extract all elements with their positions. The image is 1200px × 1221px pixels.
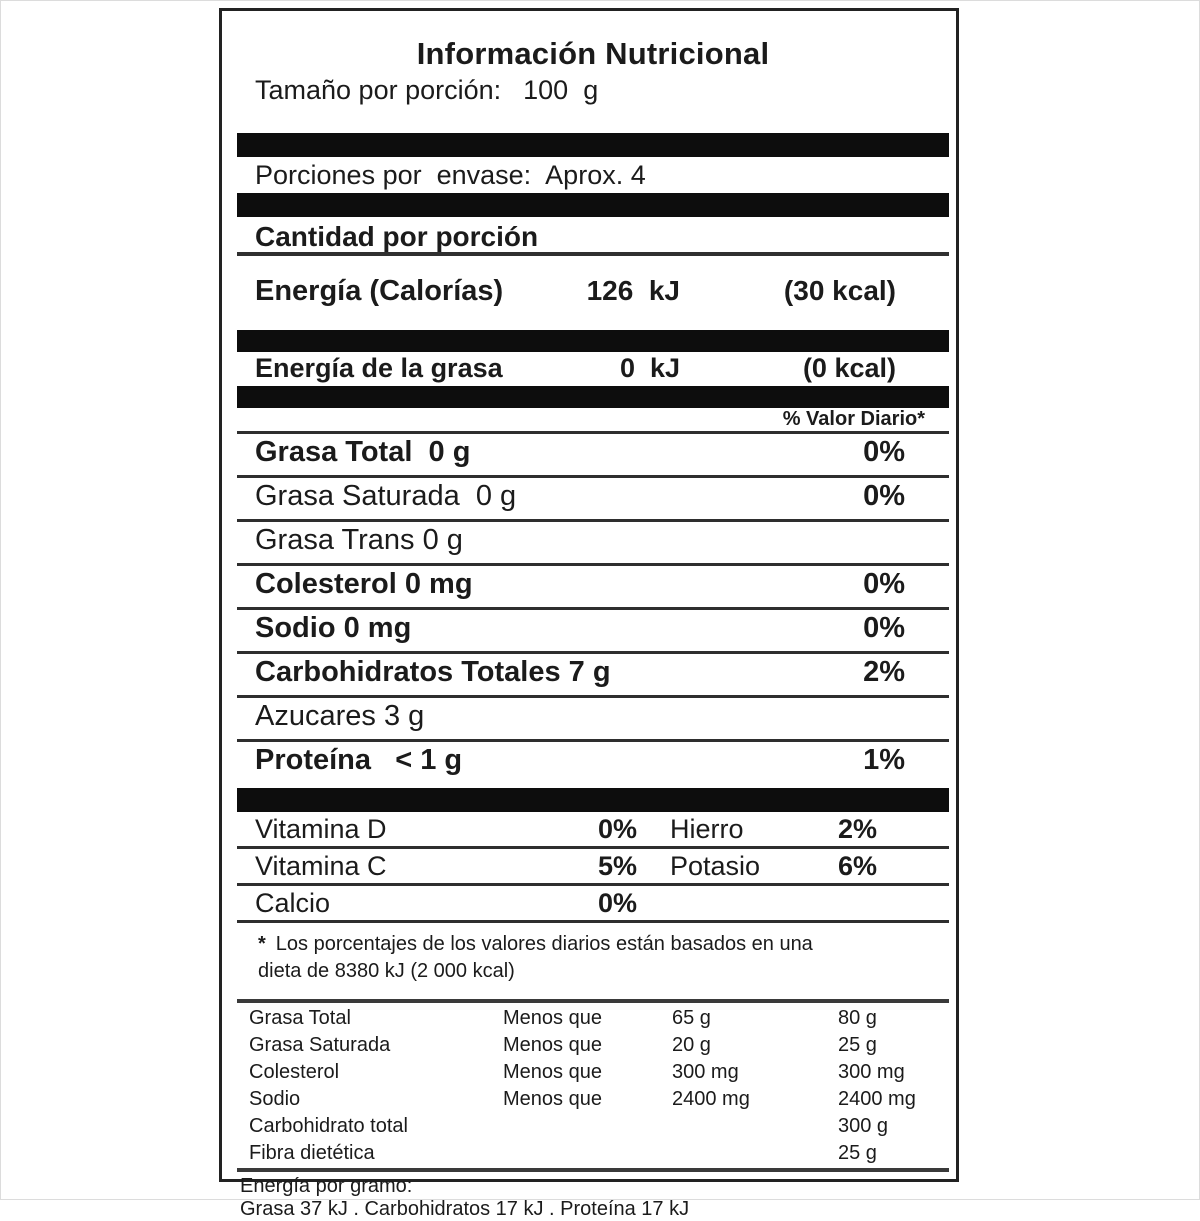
divider-rule (237, 999, 949, 1003)
reference-qualifier: Menos que (503, 1061, 602, 1083)
energy-kcal-value: (0 kcal) (802, 353, 896, 383)
energy-per-gram-detail: Grasa 37 kJ . Carbohidratos 17 kJ . Proteína 17 kJ (240, 1198, 690, 1220)
footnote-line2: dieta de 8380 kJ (2 000 kcal) (258, 960, 515, 982)
nutrient-row-proteina (237, 742, 949, 783)
nutrient-row-colesterol (237, 566, 949, 610)
vitamin-value: 5% (597, 851, 637, 881)
energy-kcal-value: (30 kcal) (783, 275, 896, 306)
vitamin-value: 6% (837, 851, 877, 881)
nutrient-name: Sodio 0 mg (255, 612, 412, 644)
reference-value-1: 300 mg (672, 1061, 739, 1083)
nutrient-daily-value: 0% (863, 612, 905, 644)
reference-row-carbohidrato (237, 1113, 949, 1140)
nutrient-row-azucares (237, 698, 949, 742)
reference-value-1: 2400 mg (672, 1088, 750, 1110)
footnote-asterisk: * (258, 933, 266, 955)
nutrient-daily-value: 2% (863, 656, 905, 688)
reference-qualifier: Menos que (503, 1034, 602, 1056)
serving-size-label: Tamaño por porción: (255, 75, 502, 105)
vitamin-row-calcio (237, 886, 949, 923)
reference-value-2: 25 g (838, 1034, 877, 1056)
daily-value-footnote (237, 923, 949, 985)
reference-value-2: 80 g (838, 1007, 877, 1029)
vitamin-row-d-hierro (237, 812, 949, 849)
nutrient-name: Grasa Saturada 0 g (255, 480, 517, 512)
energy-kj-value: 126 kJ (586, 275, 680, 306)
reference-value-2: 2400 mg (838, 1088, 916, 1110)
reference-value-2: 25 g (838, 1142, 877, 1164)
nutrient-row-grasa-total (237, 434, 949, 478)
reference-value-1: 65 g (672, 1007, 711, 1029)
nutrient-row-sodio (237, 610, 949, 654)
divider-bar (237, 788, 949, 812)
serving-size-row (237, 73, 949, 107)
footnote-line1: Los porcentajes de los valores diarios están basados en una (275, 933, 813, 955)
servings-per-container-label: Porciones por envase: (255, 160, 532, 190)
reference-qualifier: Menos que (503, 1007, 602, 1029)
reference-qualifier: Menos que (503, 1088, 602, 1110)
label-content (237, 35, 949, 1221)
reference-name: Colesterol (249, 1061, 340, 1083)
reference-value-1: 20 g (672, 1034, 711, 1056)
serving-size-value: 100 g (523, 75, 599, 105)
reference-row-sodio (237, 1086, 949, 1113)
vitamin-value: 2% (837, 814, 877, 844)
vitamin-value: 0% (597, 814, 637, 844)
reference-name: Grasa Total (249, 1007, 351, 1029)
energy-name: Energía de la grasa (255, 353, 503, 383)
reference-row-grasa-total (237, 1005, 949, 1032)
nutrient-row-grasa-saturada (237, 478, 949, 522)
vitamin-name: Vitamina C (255, 851, 387, 881)
vitamin-name: Hierro (670, 814, 744, 844)
vitamin-name: Potasio (670, 851, 761, 881)
reference-value-2: 300 mg (838, 1061, 905, 1083)
nutrient-name: Grasa Total 0 g (255, 436, 471, 468)
nutrient-name: Proteína < 1 g (255, 744, 463, 776)
nutrient-daily-value: 0% (863, 436, 905, 468)
nutrient-name: Azucares 3 g (255, 700, 425, 732)
daily-value-header: % Valor Diario* (237, 408, 949, 434)
energy-name: Energía (Calorías) (255, 275, 504, 307)
energy-from-fat-row (237, 352, 949, 386)
nutrient-name: Carbohidratos Totales 7 g (255, 656, 611, 688)
divider-bar (237, 193, 949, 217)
nutrient-daily-value: 1% (863, 744, 905, 776)
energy-per-gram-section (237, 1172, 949, 1221)
vitamin-row-c-potasio (237, 849, 949, 886)
reference-row-colesterol (237, 1059, 949, 1086)
vitamin-name: Calcio (255, 888, 331, 918)
reference-row-grasa-saturada (237, 1032, 949, 1059)
servings-per-container-row (237, 160, 949, 190)
energy-kj-value: 0 kJ (619, 353, 680, 383)
servings-per-container-value: Aprox. 4 (545, 160, 646, 190)
nutrient-daily-value: 0% (863, 568, 905, 600)
nutrient-daily-value: 0% (863, 480, 905, 512)
vitamin-value: 0% (597, 888, 637, 918)
reference-name: Fibra dietética (249, 1142, 375, 1164)
reference-values-table (237, 1005, 949, 1167)
divider-bar (237, 386, 949, 408)
label-title: Información Nutricional (416, 36, 770, 71)
amount-per-serving-header: Cantidad por porción (255, 221, 539, 252)
reference-name: Grasa Saturada (249, 1034, 391, 1056)
nutrition-facts-label (219, 8, 959, 1220)
nutrient-name: Grasa Trans 0 g (255, 524, 463, 556)
divider-bar (237, 330, 949, 352)
nutrient-row-carbohidratos (237, 654, 949, 698)
energy-per-gram-title: Energía por gramo: (240, 1175, 413, 1197)
divider-bar (237, 133, 949, 157)
reference-row-fibra (237, 1140, 949, 1167)
nutrient-row-grasa-trans (237, 522, 949, 566)
reference-name: Carbohidrato total (249, 1115, 408, 1137)
vitamin-name: Vitamina D (255, 814, 387, 844)
reference-value-2: 300 g (838, 1115, 889, 1137)
nutrient-name: Colesterol 0 mg (255, 568, 473, 600)
reference-name: Sodio (249, 1088, 301, 1110)
energy-calories-row (237, 256, 949, 330)
